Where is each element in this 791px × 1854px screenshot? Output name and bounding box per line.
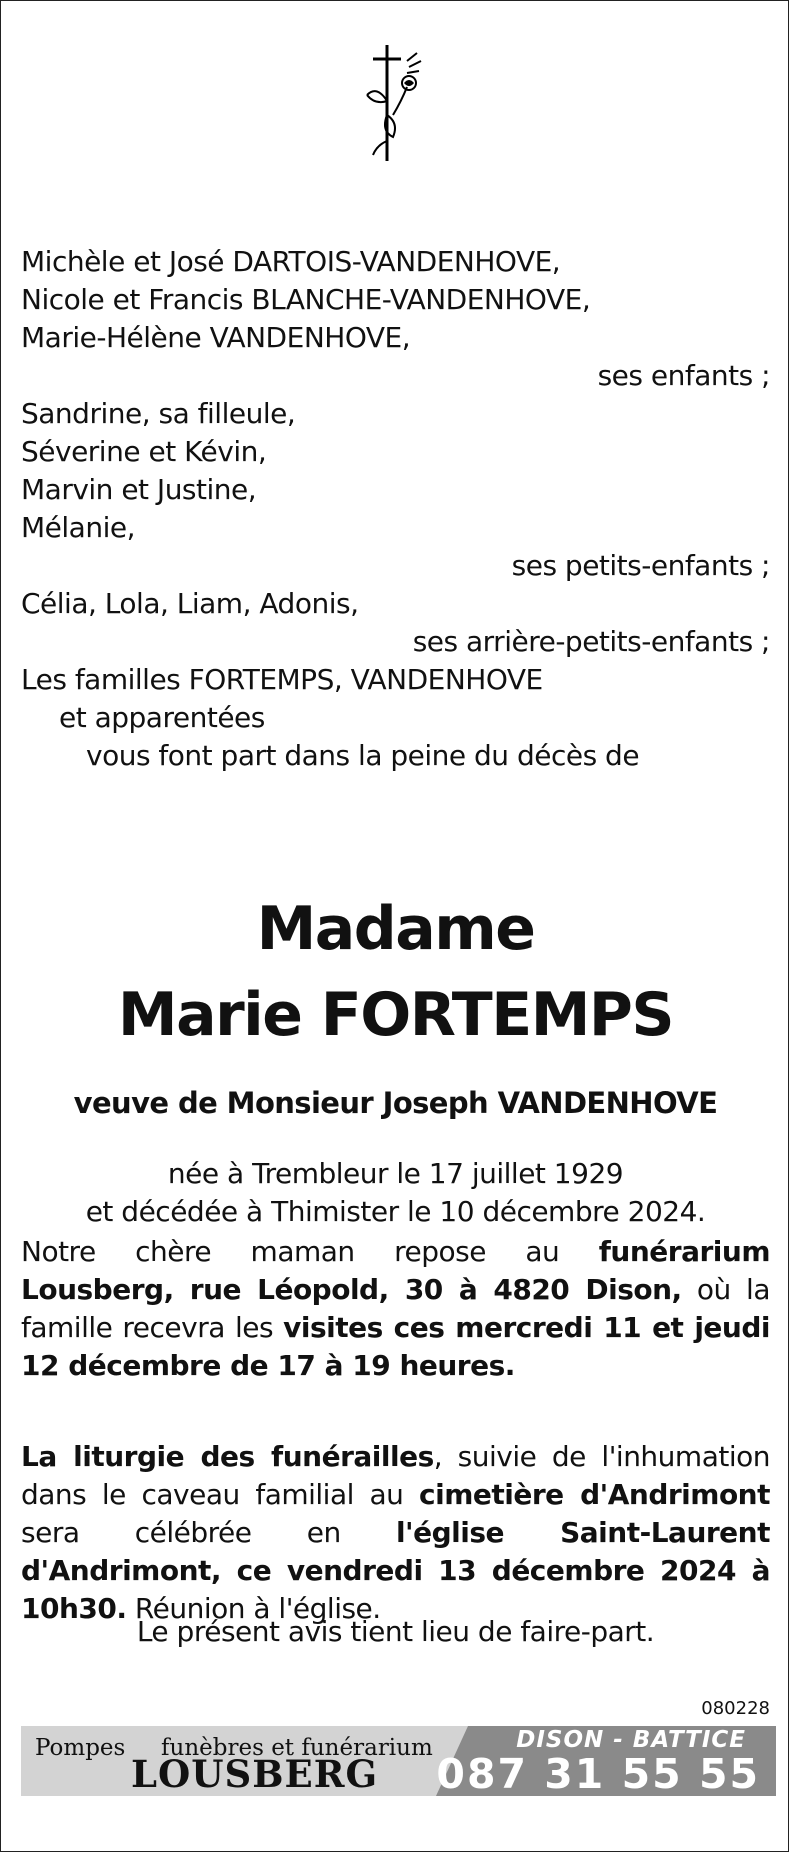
reference-number: 080228 — [701, 1698, 770, 1719]
funeral-text-1: , suivie de l'inhumation dans le caveau familial au — [21, 1440, 770, 1511]
banner-cities: DISON - BATTICE — [516, 1727, 746, 1753]
grandchild-line: Séverine et Kévin, — [21, 435, 267, 468]
rest-paragraph — [21, 1233, 770, 1385]
funeral-home-banner — [21, 1726, 776, 1796]
announcement: vous font part dans la peine du décès de — [86, 739, 640, 772]
cemetery: cimetière d'Andrimont — [419, 1478, 770, 1511]
banner-company: LOUSBERG — [131, 1752, 379, 1796]
died-line: et décédée à Thimister le 10 décembre 2024. — [85, 1195, 706, 1228]
great-grandchildren-label: ses arrière-petits-enfants ; — [412, 625, 770, 658]
closing-wrap — [21, 1613, 770, 1651]
grandchildren-label: ses petits-enfants ; — [511, 549, 770, 582]
child-line: Nicole et Francis BLANCHE-VANDENHOVE, — [21, 283, 591, 316]
deceased-name: Marie FORTEMPS — [117, 980, 674, 1050]
grandchild-line: Mélanie, — [21, 511, 135, 544]
banner-pompes: Pompes — [35, 1735, 126, 1761]
rest-text-1: Notre chère maman repose au — [21, 1235, 599, 1268]
cross-with-rose-icon — [363, 45, 429, 161]
grandchild-line: Marvin et Justine, — [21, 473, 257, 506]
child-line: Marie-Hélène VANDENHOVE, — [21, 321, 411, 354]
closing-line: Le présent avis tient lieu de faire-part. — [136, 1615, 655, 1648]
great-grandchildren-line: Célia, Lola, Liam, Adonis, — [21, 587, 359, 620]
widow-line: veuve de Monsieur Joseph VANDENHOVE — [73, 1086, 718, 1120]
families-line-2: et apparentées — [59, 701, 265, 734]
church-date: l'église Saint-Laurent d'Andrimont, ce vendredi 13 décembre 2024 à 10h30. — [21, 1516, 770, 1625]
banner-phone: 087 31 55 55 — [436, 1750, 760, 1796]
birth-death — [21, 1155, 770, 1231]
families-line: Les familles FORTEMPS, VANDENHOVE — [21, 663, 543, 696]
children-label: ses enfants ; — [597, 359, 770, 392]
visiting-hours: visites ces mercredi 11 et jeudi 12 décembre de 17 à 19 heures. — [21, 1311, 770, 1382]
funeral-text-3: Réunion à l'église. — [126, 1592, 381, 1625]
grandchild-line: Sandrine, sa filleule, — [21, 397, 296, 430]
child-line: Michèle et José DARTOIS-VANDENHOVE, — [21, 245, 561, 278]
funeral-home: funérarium Lousberg, rue Léopold, 30 à 4820 Dison, — [21, 1235, 770, 1306]
deceased-title: Madame — [256, 894, 535, 964]
liturgy: La liturgie des funérailles — [21, 1440, 434, 1473]
funeral-paragraph — [21, 1438, 770, 1628]
rest-text-2: où la famille recevra les — [21, 1273, 770, 1344]
family-list — [21, 243, 770, 775]
banner-funebres: funèbres et funérarium — [161, 1735, 433, 1761]
funeral-text-2: sera célébrée en — [21, 1516, 396, 1549]
born-line: née à Trembleur le 17 juillet 1929 — [167, 1157, 624, 1190]
